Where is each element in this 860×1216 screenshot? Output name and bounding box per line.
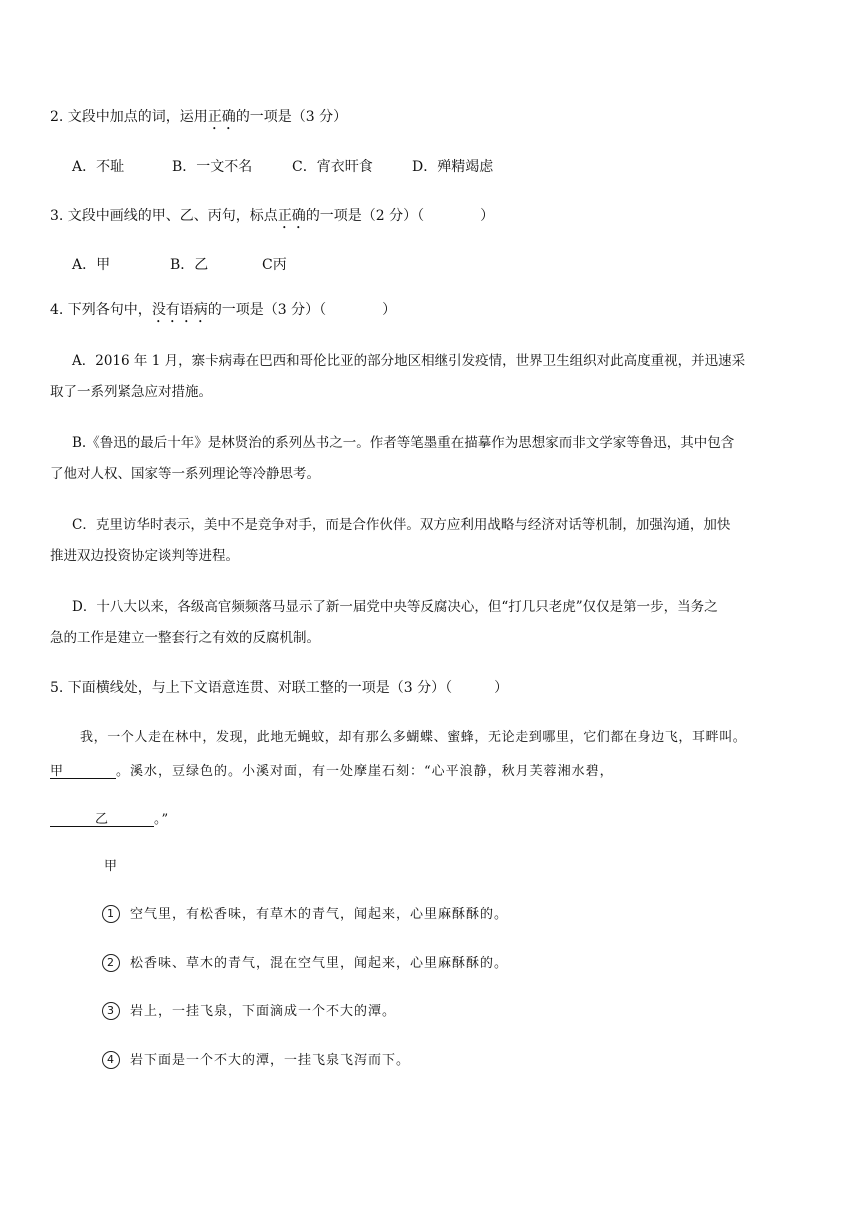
q5-close-paren: ） [494,680,509,696]
blank-jia-label: 甲 [50,764,65,779]
choice-2 [102,954,508,974]
choice-3-text: 岩上，一挂飞泉，下面滴成一个不大的潭。 [130,1004,397,1019]
q2-stem-text: 2. 文段中加点的词，运用 [50,109,208,125]
q5-passage-line2-text: 。溪水，豆绿色的。小溪对面，有一处摩崖石刻：“心平浪静，秋月芙蓉湘水碧， [116,764,614,779]
choice-1-number: 1 [102,905,120,923]
blank-jia [50,762,116,779]
q4-option-d-line1: D．十八大以来，各级高官频频落马显示了新一届党中央等反腐决心，但“打几只老虎”仅仅是第一步，当务之 [72,599,718,615]
q2-option-b: B．一文不名 [172,159,253,175]
jia-title: 甲 [104,859,119,874]
q2-emphasis: 正确 [207,109,236,125]
q4-option-b-line2: 了他对人权、国家等一系列理论等冷静思考。 [50,466,320,482]
q2-stem-tail: 的一项是（3 分） [235,109,348,125]
choice-4-number: 4 [102,1051,120,1069]
choice-1 [102,905,508,925]
q5-passage-line3-text: 。” [154,812,170,827]
q3-option-c: C丙 [262,257,287,273]
choice-3-number: 3 [102,1002,120,1020]
q3-option-a: A．甲 [72,257,111,273]
q4-option-a-line2: 取了一系列紧急应对措施。 [50,384,212,400]
q2-option-c: C．宵衣旰食 [292,159,373,175]
q4-option-d-line2: 急的工作是建立一整套行之有效的反腐机制。 [50,630,320,646]
q2-option-d: D．殚精竭虑 [412,159,494,175]
q2-option-a: A．不耻 [72,159,125,175]
question-3-options [72,255,287,275]
q5-stem-text: 5. 下面横线处，与上下文语意连贯、对联工整的一项是（3 分）（ [50,680,453,696]
q5-passage-line1: 我，一个人走在林中，发现，此地无蝇蚊，却有那么多蝴蝶、蜜蜂，无论走到哪里，它们都在身边飞，耳畔叫。 [80,730,747,745]
q4-stem-tail: 的一项是（3 分）（ [207,302,327,318]
q3-close-paren: ） [480,208,495,224]
q5-passage-line3 [50,810,169,830]
q4-option-b-line1: B.《鲁迅的最后十年》是林贤治的系列丛书之一。作者等笔墨重在描摹作为思想家而非文学家等鲁迅，其中包含 [72,435,735,451]
choice-1-text: 空气里，有松香味，有草木的青气，闻起来，心里麻酥酥的。 [130,907,509,922]
choice-4 [102,1051,410,1071]
q4-close-paren: ） [382,302,397,318]
choice-3 [102,1002,396,1022]
q4-emphasis: 没有语病 [151,302,208,318]
q3-emphasis: 正确 [277,208,306,224]
choice-2-number: 2 [102,954,120,972]
question-2-stem [50,107,347,133]
q4-option-a-line1: A．2016 年 1 月，寨卡病毒在巴西和哥伦比亚的部分地区相继引发疫情，世界卫生组织对此高度重视，并迅速采 [72,353,746,369]
q3-stem-text: 3. 文段中画线的甲、乙、丙句，标点 [50,208,278,224]
q5-passage-line2 [50,762,614,782]
q4-option-c-line1: C．克里访华时表示，美中不是竞争对手，而是合作伙伴。双方应利用战略与经济对话等机制，加强沟通，加快 [72,517,731,533]
q4-option-c-line2: 推进双边投资协定谈判等进程。 [50,548,239,564]
blank-yi-label: 乙 [94,812,109,827]
question-4-stem [50,300,396,326]
choice-4-text: 岩下面是一个不大的潭，一挂飞泉飞泻而下。 [130,1053,411,1068]
q3-stem-tail: 的一项是（2 分）（ [305,208,425,224]
choice-2-text: 松香味、草木的青气，混在空气里，闻起来，心里麻酥酥的。 [130,956,509,971]
q4-stem-text: 4. 下列各句中， [50,302,152,318]
blank-yi [50,810,154,827]
question-3-stem [50,206,494,232]
question-2-options [72,157,493,177]
q3-option-b: B．乙 [170,257,209,273]
question-5-stem [50,678,508,698]
